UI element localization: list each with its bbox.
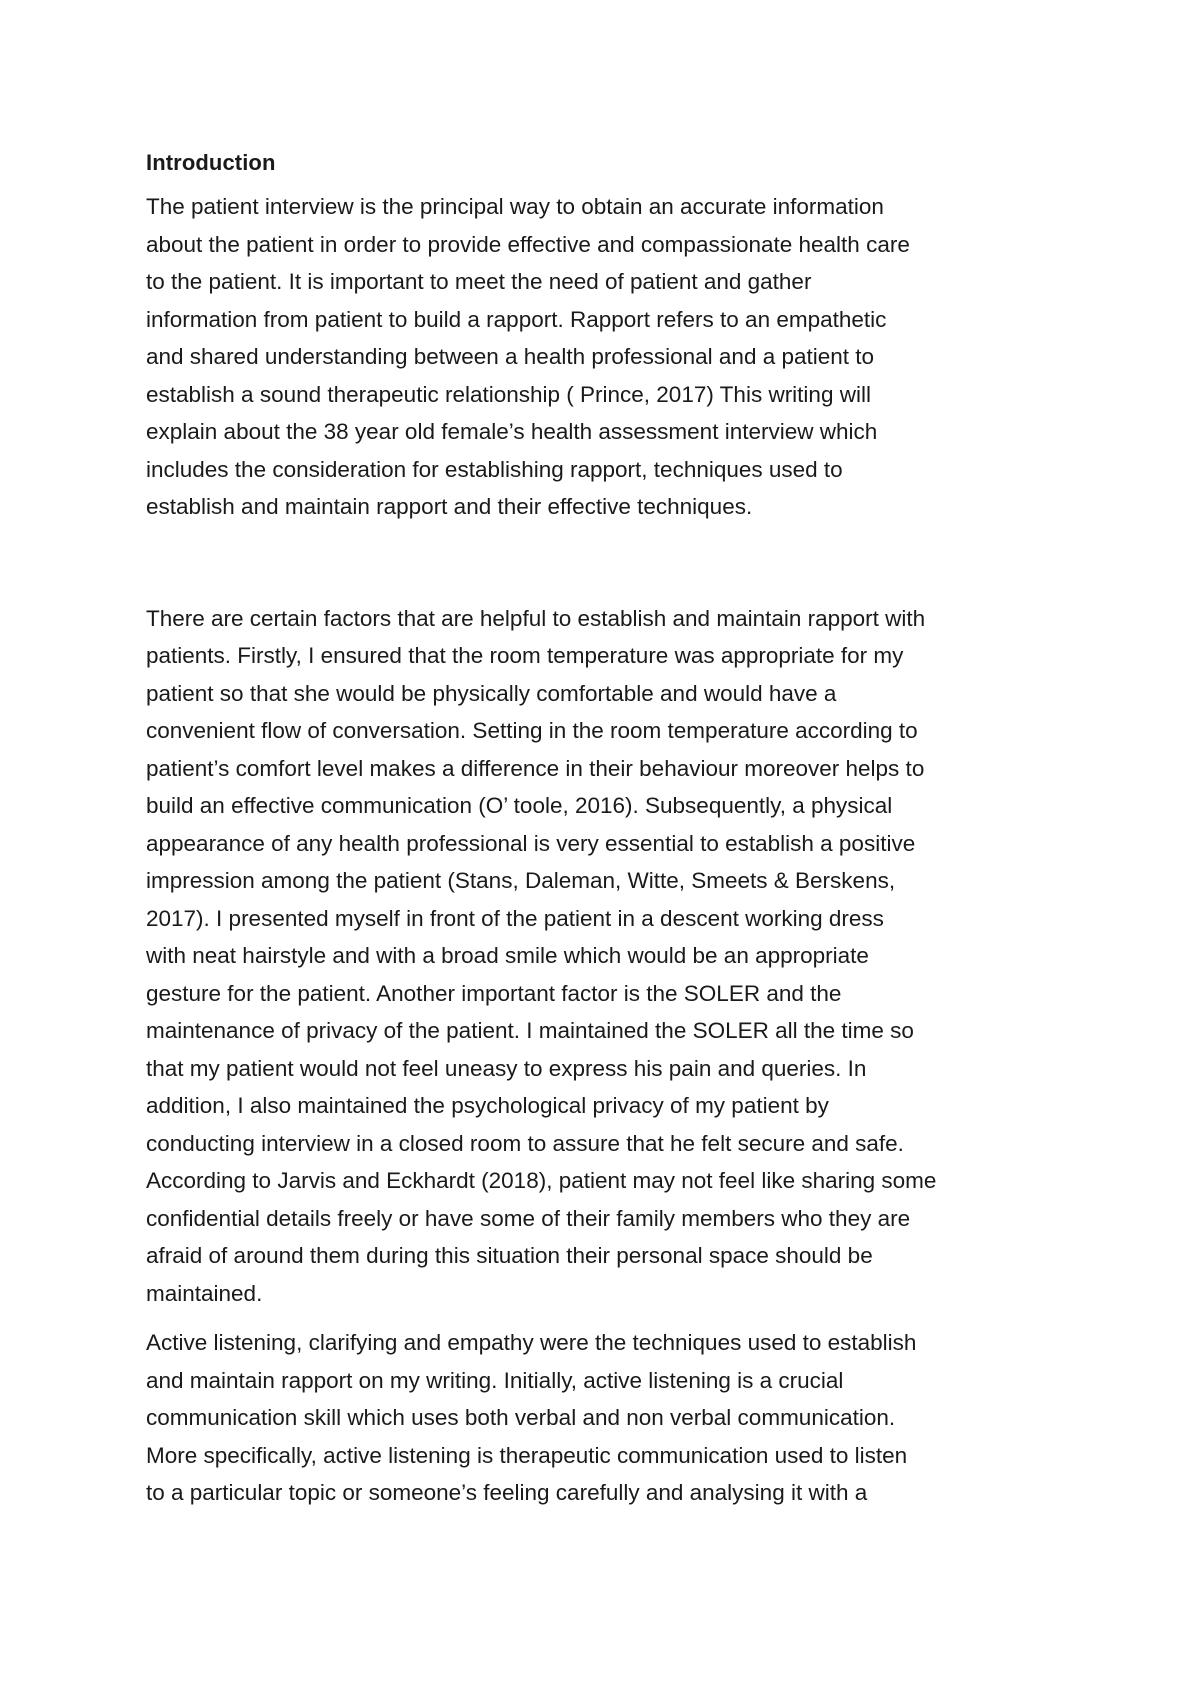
text-line: and shared understanding between a health professional and a patient to	[146, 344, 875, 369]
text-line: that my patient would not feel uneasy to express his pain and queries. In	[146, 1055, 867, 1081]
text-line: about the patient in order to provide effective and compassionate health care	[146, 231, 910, 257]
text-line: addition, I also maintained the psychological privacy of my patient by	[146, 1093, 829, 1118]
text-line: explain about the 38 year old female’s health assessment interview which	[146, 419, 878, 444]
text-line: establish and maintain rapport and their effective techniques.	[146, 494, 753, 519]
text-line: build an effective communication (O’ toole, 2016). Subsequently, a physical	[146, 793, 893, 818]
text-line: There are certain factors that are helpful to establish and maintain rapport with	[146, 605, 926, 631]
paragraph-introduction	[146, 188, 1076, 526]
text-line: maintenance of privacy of the patient. I maintained the SOLER all the time so	[146, 1018, 914, 1043]
text-line: confidential details freely or have some of their family members who they are	[146, 1205, 911, 1231]
text-line: patients. Firstly, I ensured that the room temperature was appropriate for my	[146, 643, 904, 668]
text-line: to a particular topic or someone’s feeling carefully and analysing it with a	[146, 1480, 868, 1505]
text-line: afraid of around them during this situation their personal space should be	[146, 1243, 873, 1268]
text-line: gesture for the patient. Another important factor is the SOLER and the	[146, 980, 842, 1006]
text-line: appearance of any health professional is very essential to establish a positive	[146, 830, 916, 856]
text-line: maintained.	[146, 1280, 263, 1306]
text-line: 2017). I presented myself in front of the patient in a descent working dress	[146, 905, 884, 931]
paragraph-rapport-factors	[146, 600, 1076, 1313]
text-line: communication skill which uses both verbal and non verbal communication.	[146, 1405, 896, 1430]
text-line: More specifically, active listening is therapeutic communication used to listen	[146, 1442, 908, 1468]
text-line: Active listening, clarifying and empathy were the techniques used to establish	[146, 1330, 917, 1355]
text-line: and maintain rapport on my writing. Initially, active listening is a crucial	[146, 1367, 844, 1393]
text-line: to the patient. It is important to meet the need of patient and gather	[146, 269, 812, 294]
text-line: with neat hairstyle and with a broad smile which would be an appropriate	[146, 943, 869, 968]
text-line: establish a sound therapeutic relationship ( Prince, 2017) This writing will	[146, 381, 871, 407]
paragraph-techniques	[146, 1324, 1076, 1512]
text-line: The patient interview is the principal way to obtain an accurate information	[146, 194, 884, 219]
text-line: According to Jarvis and Eckhardt (2018), patient may not feel like sharing some	[146, 1168, 937, 1193]
document-body	[146, 148, 1076, 1512]
text-line: convenient flow of conversation. Setting in the room temperature according to	[146, 718, 918, 743]
text-line: impression among the patient (Stans, Daleman, Witte, Smeets & Berskens,	[146, 868, 896, 893]
text-line: includes the consideration for establishing rapport, techniques used to	[146, 456, 843, 482]
text-line: conducting interview in a closed room to assure that he felt secure and safe.	[146, 1130, 904, 1156]
text-line: information from patient to build a rapport. Rapport refers to an empathetic	[146, 306, 887, 332]
text-line: patient so that she would be physically comfortable and would have a	[146, 680, 837, 706]
text-line: patient’s comfort level makes a difference in their behaviour moreover helps to	[146, 755, 925, 781]
section-heading: Introduction	[146, 150, 276, 175]
